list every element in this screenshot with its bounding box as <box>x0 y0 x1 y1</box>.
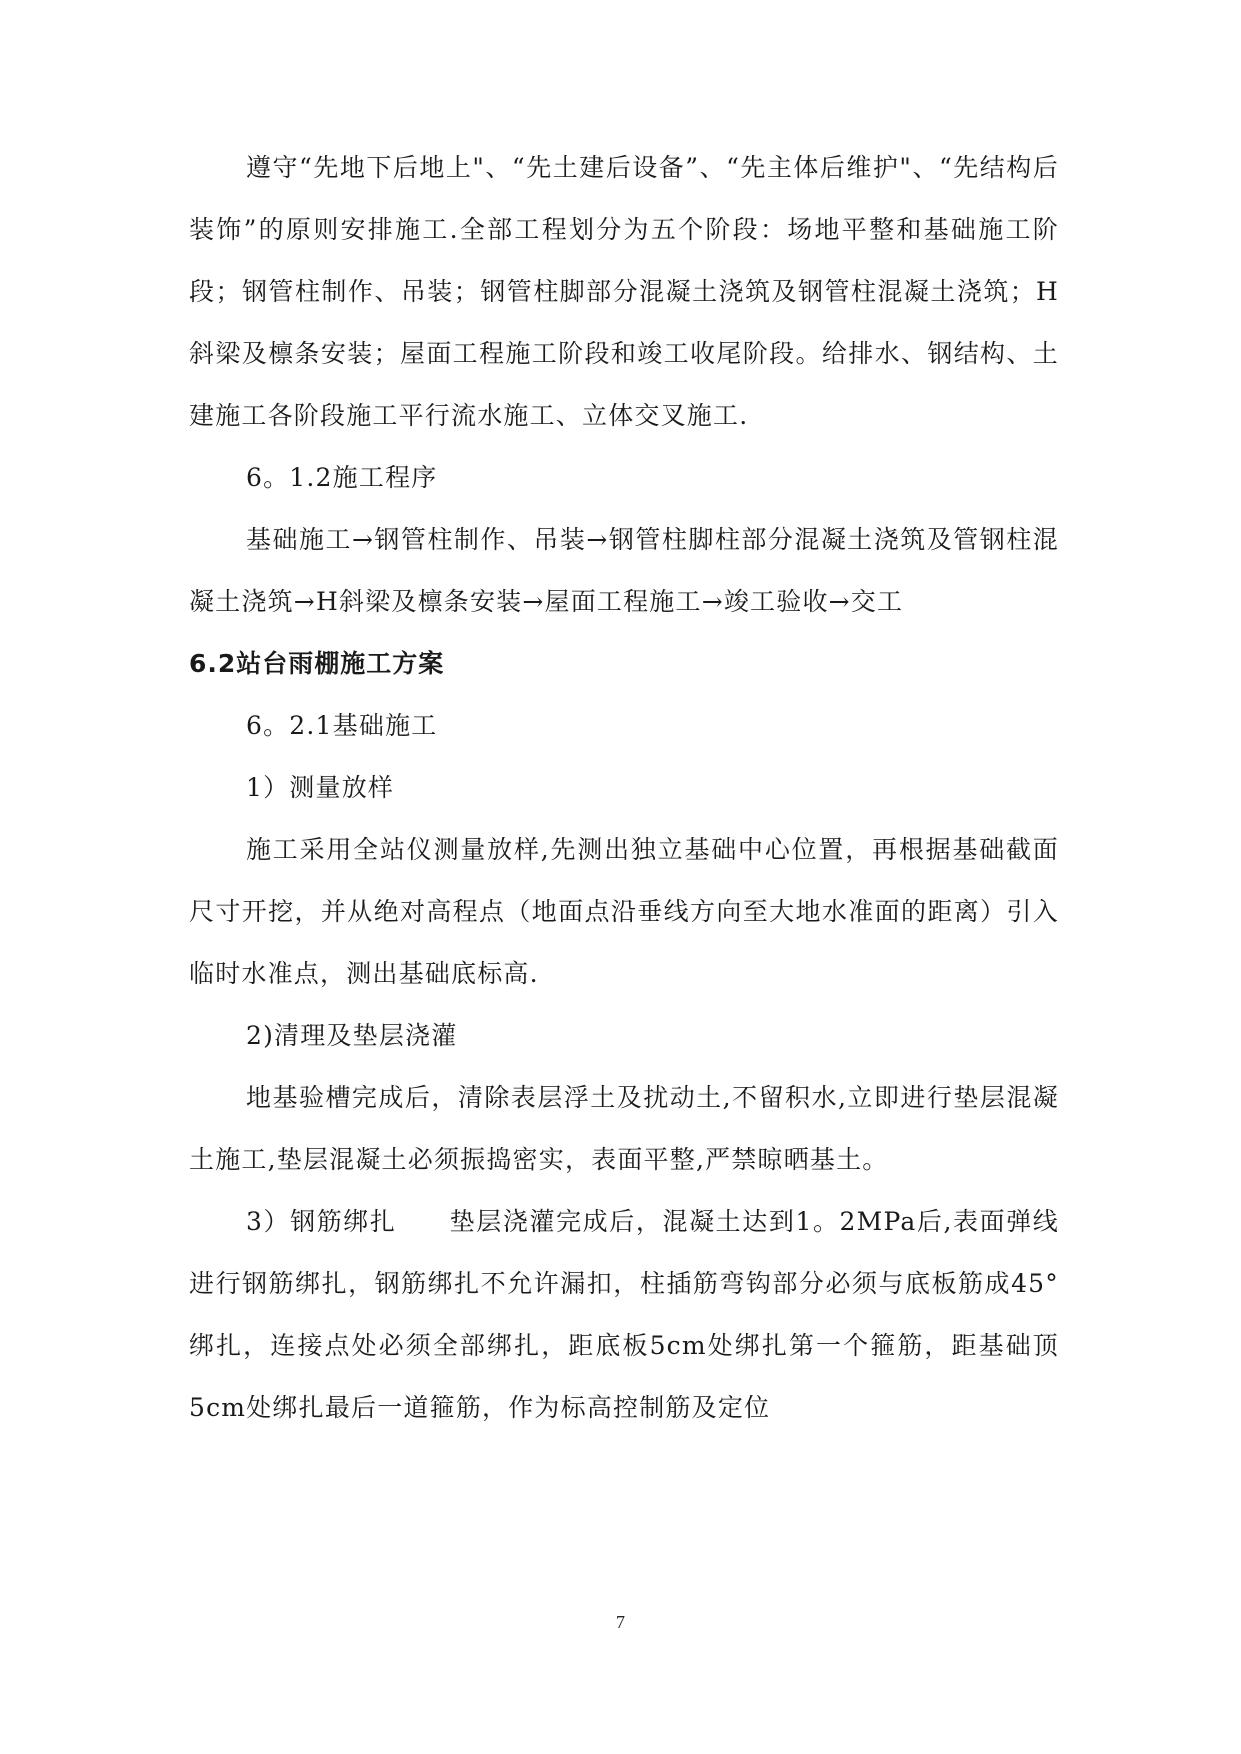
paragraph-construction-sequence: 基础施工→钢管柱制作、吊装→钢管柱脚柱部分混凝土浇筑及管钢柱混凝土浇筑→H斜梁及檩条安装→屋面工程施工→竣工验收→交工 <box>189 525 1059 616</box>
section-heading-6-2: 6.2站台雨棚施工方案 <box>189 649 445 678</box>
item-title-survey: 1）测量放样 <box>246 773 395 802</box>
subsection-title-6-1-2: 6。1.2施工程序 <box>246 463 438 492</box>
item-title-cleanup-cushion: 2)清理及垫层浇灌 <box>246 1021 458 1050</box>
subsection-title-6-2-1: 6。2.1基础施工 <box>246 711 438 740</box>
paragraph-construction-principles: 遵守“先地下后地上"、“先土建后设备”、“先主体后维护"、“先结构后装饰”的原则安排施工.全部工程划分为五个阶段：场地平整和基础施工阶段；钢管柱制作、吊装；钢管柱脚部分混凝土浇筑及钢管柱混凝土浇筑；H斜梁及檩条安装；屋面工程施工阶段和竣工收尾阶段。给排水、钢结构、土建施工各阶段施工平行流水施工、立体交叉施工. <box>189 153 1059 430</box>
body-text <box>189 137 1059 1439</box>
paragraph-rebar-binding: 3）钢筋绑扎 垫层浇灌完成后，混凝土达到1。2MPa后,表面弹线进行钢筋绑扎，钢筋绑扎不允许漏扣，柱插筋弯钩部分必须与底板筋成45°绑扎，连接点处必须全部绑扎，距底板5cm处绑扎第一个箍筋，距基础顶5cm处绑扎最后一道箍筋，作为标高控制筋及定位 <box>189 1207 1059 1422</box>
paragraph-survey: 施工采用全站仪测量放样,先测出独立基础中心位置，再根据基础截面尺寸开挖，并从绝对高程点（地面点沿垂线方向至大地水准面的距离）引入临时水准点，测出基础底标高. <box>189 835 1059 988</box>
paragraph-cleanup-cushion: 地基验槽完成后，清除表层浮土及扰动土,不留积水,立即进行垫层混凝土施工,垫层混凝土必须振捣密实，表面平整,严禁晾晒基土。 <box>189 1083 1059 1174</box>
page-number: 7 <box>616 1612 625 1632</box>
